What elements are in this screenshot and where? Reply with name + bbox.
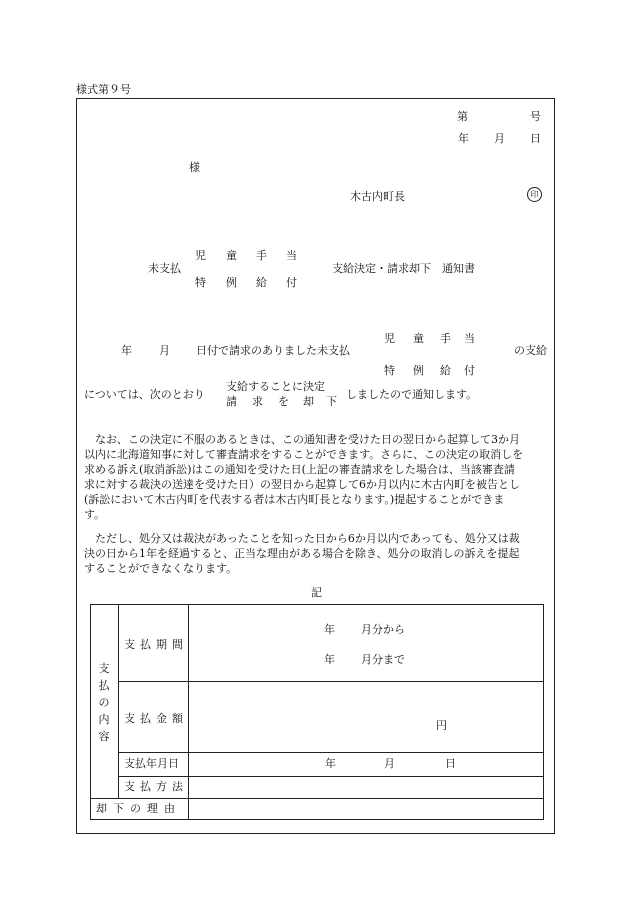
- doc-number-gou: 号: [530, 110, 541, 123]
- payment-content-group-label: [97, 660, 111, 745]
- body-post: しましたので通知します。: [346, 388, 478, 401]
- table-rule: [188, 605, 189, 820]
- group-label-char: 容: [98, 730, 110, 743]
- amount-label: 支払金額: [124, 712, 188, 725]
- reject-reason-label: 却下の理由: [96, 802, 181, 815]
- title-line2-c1: 特: [195, 276, 206, 289]
- body-line1-c1: 児: [384, 332, 395, 345]
- date-nen: 年: [458, 132, 469, 145]
- body-suffix: の支給: [514, 344, 547, 357]
- body-tsuki: 月: [159, 344, 170, 357]
- group-label-char: 内: [98, 713, 110, 726]
- payment-date-hi: 日: [445, 757, 456, 770]
- group-label-char: 支: [98, 662, 110, 675]
- body-option-grant: 支給することに決定: [226, 380, 325, 393]
- date-tsuki: 月: [494, 132, 505, 145]
- table-rule: [118, 681, 544, 682]
- body-line1-c2: 童: [413, 332, 424, 345]
- appeal-notice-line: 求に対する裁決の送達を受けた日）の翌日から起算して6か月以内に木古内町を被告とし: [84, 478, 520, 491]
- proviso-line: 決の日から1年を経過すると、正当な理由がある場合を除き、処分の取消しの訴えを提起: [84, 547, 520, 560]
- payment-date-tsuki: 月: [384, 757, 395, 770]
- body-nen: 年: [121, 344, 132, 357]
- proviso-line: することができなくなります。: [84, 562, 238, 575]
- period-label: 支払期間: [124, 638, 188, 651]
- proviso-line: ただし、処分又は裁決があったことを知った日から6か月以内であっても、処分又は裁: [84, 532, 520, 545]
- title-line1-c2: 童: [226, 249, 237, 262]
- body-line2-c1: 特: [384, 364, 395, 377]
- payment-date-nen: 年: [325, 757, 336, 770]
- body-option-reject-c1: 請: [226, 395, 237, 408]
- form-number: 様式第９号: [76, 83, 131, 96]
- proviso-notice: [84, 531, 548, 576]
- appeal-notice-line: なお、この決定に不服のあるときは、この通知書を受けた日の翌日から起算して3か月: [84, 433, 520, 446]
- body-pre: については、次のとおり: [84, 388, 205, 401]
- period-from: 月分から: [361, 623, 405, 636]
- body-line2-c2: 例: [413, 364, 424, 377]
- ki-label: 記: [311, 586, 322, 599]
- body-option-reject-c3: を: [278, 395, 289, 408]
- appeal-notice-line: (訴訟において木古内町を代表する者は木古内町長となります。)提起することができま: [84, 493, 505, 506]
- body-option-reject-c2: 求: [252, 395, 263, 408]
- table-rule: [118, 776, 544, 777]
- method-label: 支払方法: [124, 780, 188, 793]
- appeal-notice-line: す。: [84, 508, 106, 521]
- addressee-suffix: 様: [189, 161, 200, 174]
- appeal-notice-line: 求める訴え(取消訴訟)はこの通知を受けた日(上記の審査請求をした場合は、当該審査請: [84, 463, 515, 476]
- body-line1-c3: 手: [440, 332, 451, 345]
- title-line2-c4: 付: [286, 276, 297, 289]
- doc-number-dai: 第: [457, 110, 468, 123]
- appeal-notice-line: 以内に北海道知事に対して審査請求をすることができます。さらに、この決定の取消しを: [84, 448, 524, 461]
- body-hi-text: 日付で請求のありました未支払: [196, 344, 350, 357]
- title-prefix: 未支払: [148, 262, 181, 275]
- group-label-char: の: [98, 696, 110, 709]
- title-line2-c2: 例: [226, 276, 237, 289]
- body-line1-c4: 当: [464, 332, 475, 345]
- title-line1-c3: 手: [256, 249, 267, 262]
- appeal-notice: [84, 432, 548, 522]
- seal-icon: 印: [527, 187, 542, 202]
- group-label-char: 払: [98, 679, 110, 692]
- amount-unit: 円: [436, 719, 447, 732]
- issuer: 木古内町長: [350, 190, 405, 203]
- date-label: 支払年月日: [124, 757, 179, 770]
- table-rule: [118, 752, 544, 753]
- body-line2-c3: 給: [440, 364, 451, 377]
- period-to: 月分まで: [361, 653, 405, 666]
- body-line2-c4: 付: [464, 364, 475, 377]
- period-from-nen: 年: [324, 623, 335, 636]
- title-line1-c1: 児: [195, 249, 206, 262]
- title-line1-c4: 当: [286, 249, 297, 262]
- table-rule: [91, 798, 544, 799]
- table-rule: [118, 605, 119, 798]
- title-suffix: 支給決定・請求却下 通知書: [332, 262, 475, 275]
- period-to-nen: 年: [324, 653, 335, 666]
- body-option-reject-c5: 下: [326, 395, 337, 408]
- date-hi: 日: [530, 132, 541, 145]
- title-line2-c3: 給: [256, 276, 267, 289]
- body-option-reject-c4: 却: [303, 395, 314, 408]
